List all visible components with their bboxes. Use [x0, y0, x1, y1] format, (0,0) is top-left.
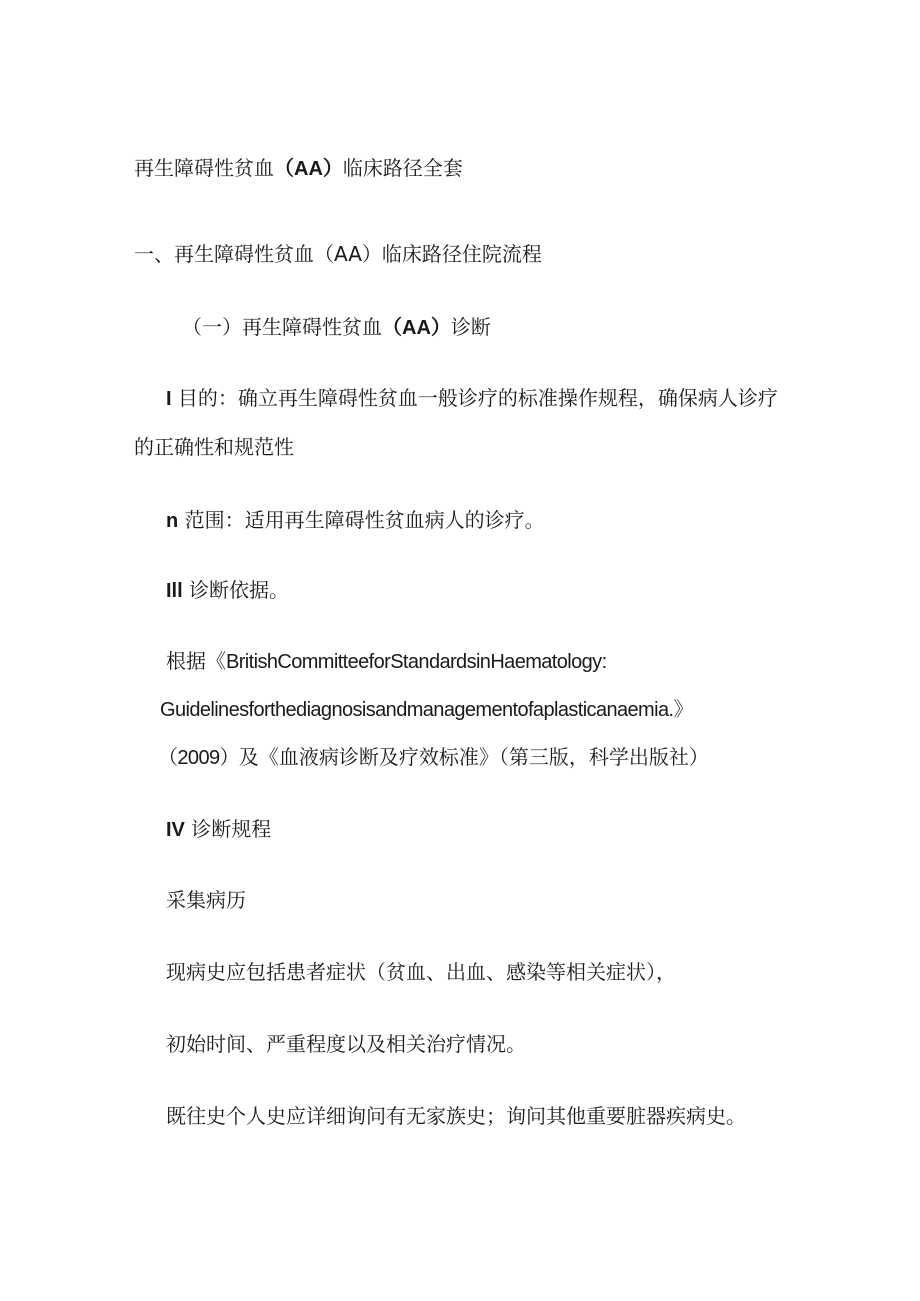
item-diagnostic-procedure: IV 诊断规程 [166, 817, 272, 841]
item-purpose-continued: 的正确性和规范性 [134, 435, 294, 459]
present-illness-line-1: 现病史应包括患者症状（贫血、出血、感染等相关症状）， [166, 960, 676, 984]
item-scope: n 范围：适用再生障碍性贫血病人的诊疗。 [166, 508, 545, 532]
present-illness-line-2: 初始时间、严重程度以及相关治疗情况。 [166, 1032, 526, 1056]
item-purpose: I 目的：确立再生障碍性贫血一般诊疗的标准操作规程，确保病人诊疗 [166, 386, 778, 410]
item-marker: n [166, 510, 179, 532]
section-heading-1: 一、再生障碍性贫血（AA）临床路径住院流程 [134, 242, 542, 266]
history-heading: 采集病历 [166, 888, 246, 912]
item-marker: Ill [166, 580, 183, 602]
subsection-heading-1: （一）再生障碍性贫血（AA）诊断 [182, 315, 491, 339]
reference-line-3: （2009）及《血液病诊断及疗效标准》（第三版，科学出版社） [158, 745, 709, 769]
reference-line-2: Guidelinesforthediagnosisandmanagementofaplasticanaemia.》 [160, 697, 694, 721]
document-title: 再生障碍性贫血（AA）临床路径全套 [134, 156, 463, 180]
past-history-line: 既往史个人史应详细询问有无家族史；询问其他重要脏器疾病史。 [166, 1104, 746, 1128]
item-diagnostic-basis: Ill 诊断依据。 [166, 578, 290, 602]
reference-line-1: 根据《BritishCommitteeforStandardsinHaematology: [166, 649, 607, 673]
item-marker: I [166, 388, 172, 410]
item-marker: IV [166, 819, 185, 841]
